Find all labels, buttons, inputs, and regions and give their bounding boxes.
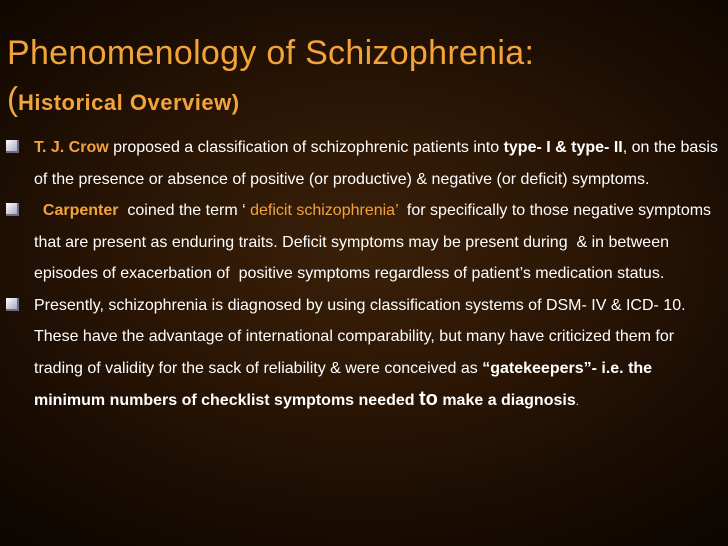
bullet-crow-types: type- I & type- II [503, 139, 623, 156]
title-line-1: Phenomenology of Schizophrenia: [7, 34, 535, 72]
slide-title [7, 30, 722, 126]
title-line-2 [7, 76, 722, 126]
bullet-crow [6, 132, 724, 195]
title-paren-open: ( [7, 80, 18, 117]
bullet-presently-end: . [575, 396, 579, 408]
checkbox-square-icon [6, 203, 19, 216]
bullet-carpenter-text-a: coined the term ‘ [118, 202, 251, 219]
author-name-crow: T. J. Crow [34, 139, 109, 156]
bullet-carpenter-prefix [34, 202, 43, 219]
checkbox-square-icon [6, 298, 19, 311]
checkbox-square-icon [6, 140, 19, 153]
title-subtitle: Historical Overview [18, 90, 232, 115]
title-paren-close: ) [231, 90, 240, 115]
bullet-crow-text-b: , on the basis of the presence or absence of positive (or productive) & negative (or deficit) symptoms. [34, 139, 718, 188]
bullet-carpenter [6, 195, 724, 290]
bullet-carpenter-text-b: for specifically to those negative symptoms that are present as enduring traits. Deficit symptoms may be present during & in between episodes of exacerbation of positive symptoms regardless of patient’s medication status. [34, 202, 716, 282]
term-deficit-schizophrenia: deficit schizophrenia’ [250, 202, 399, 219]
bullet-presently [6, 290, 724, 419]
bullet-list [6, 132, 724, 419]
bullet-presently-diagnosis: make a diagnosis [437, 392, 576, 409]
bullet-presently-gatekeepers: “gatekeepers”- i.e. the minimum numbers of checklist symptoms needed [34, 359, 653, 409]
bullet-presently-text-a: Presently, schizophrenia is diagnosed by using classification systems of DSM- IV & ICD- 10. These have the advantage of international comparability, but many have criticized them for trading of validity for the sack of reliability & were conceived as [34, 296, 686, 377]
author-name-carpenter: Carpenter [42, 202, 119, 219]
bullet-crow-text-a: proposed a classification of schizophrenic patients into [108, 139, 504, 156]
bullet-presently-to: to [418, 388, 438, 410]
